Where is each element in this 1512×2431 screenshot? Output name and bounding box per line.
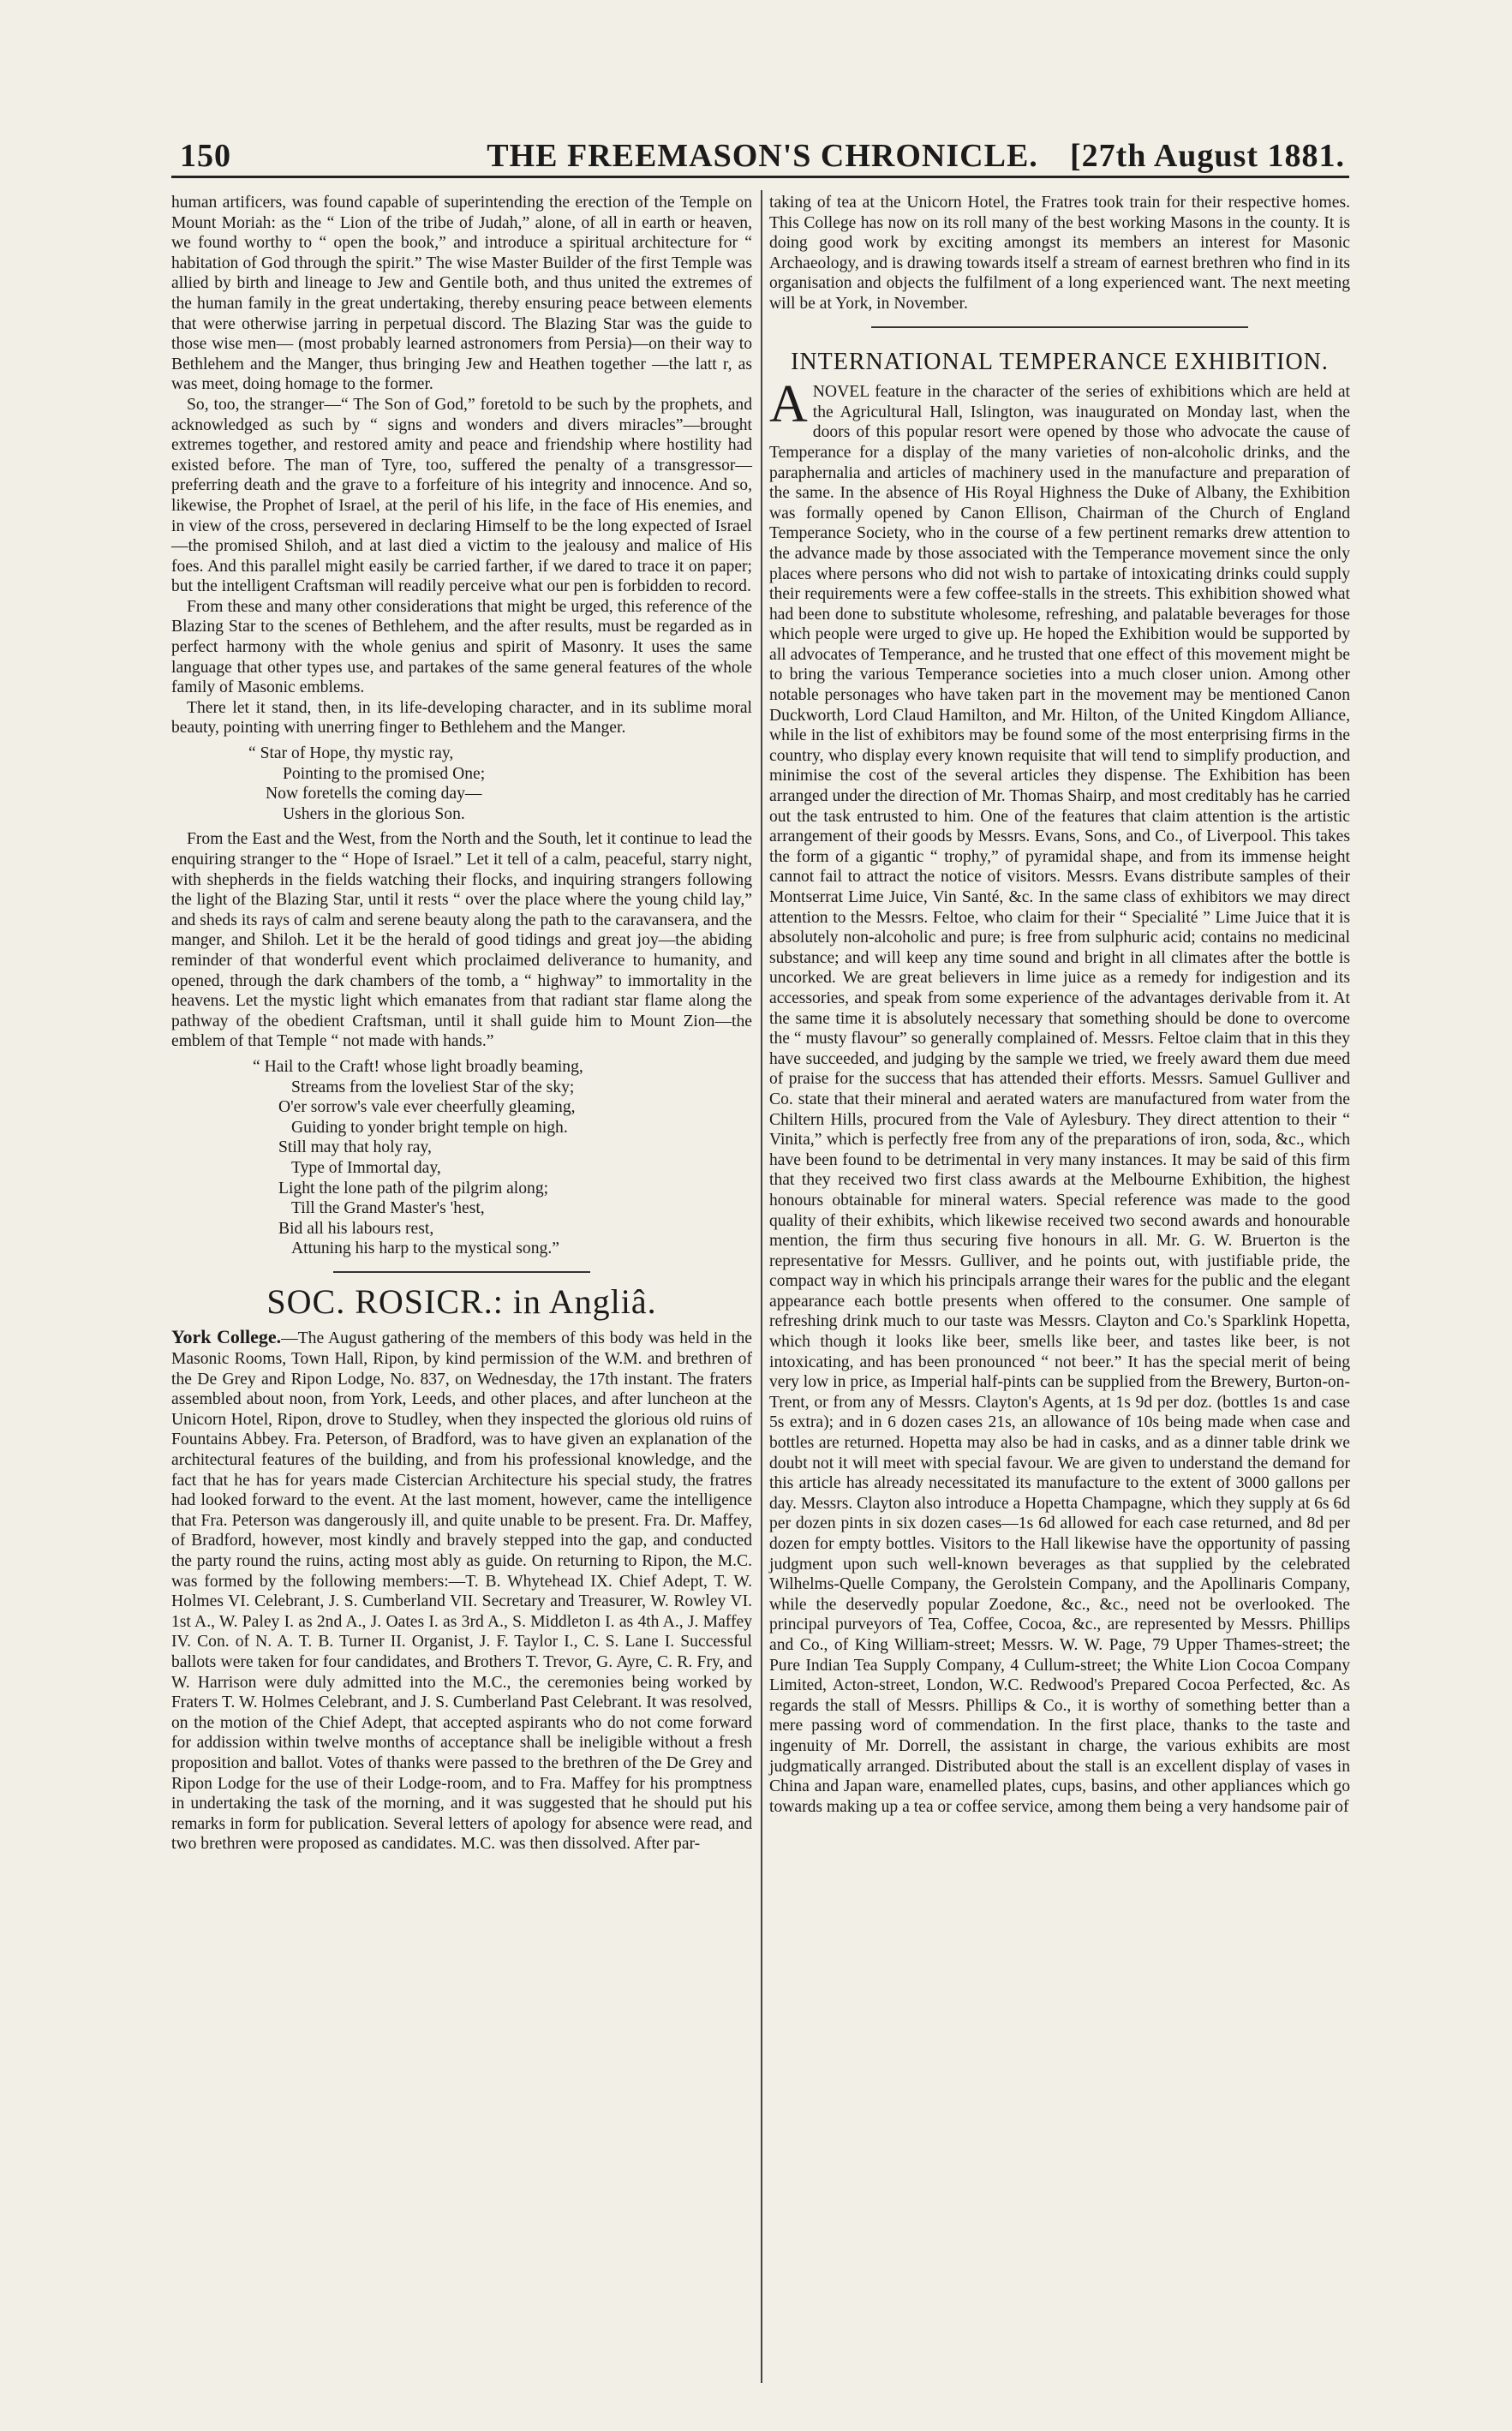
poem-line: Still may that holy ray, (278, 1138, 432, 1157)
right-column (769, 193, 1350, 1817)
poem-line: “ Star of Hope, thy mystic ray, (248, 744, 454, 763)
left-paragraph-3: From these and many other considerations that might be urged, this reference of the Blazing Star to the scenes of Bethlehem, and the after results, must be regarded as in perfect harmony with the whole genius and spirit of Masonry. It uses the same language that other types use, and partakes of the same general features of the whole family of Masonic emblems. (171, 597, 752, 697)
header-rule (171, 176, 1349, 178)
poem-line: Guiding to yonder bright temple on high. (291, 1118, 568, 1137)
left-column (171, 193, 752, 1855)
poem-line: Light the lone path of the pilgrim along; (278, 1179, 549, 1198)
section-rule (871, 326, 1248, 328)
page-header (180, 128, 1345, 180)
poem-line: Ushers in the glorious Son. (283, 804, 465, 823)
left-paragraph-2: So, too, the stranger—“ The Son of God,” foretold to be such by the prophets, and acknowledged as such by “ signs and wonders and divers miracles”—brought extremes together, and restored amity and peace and friendship where hostility had existed before. The man of Tyre, too, suffered the penalty of a transgressor—preferring death and the grave to a forfeiture of his integrity and innocence. And so, likewise, the Prophet of Israel, at the peril of his life, in the face of His enemies, and in view of the cross, persevered in declaring Himself to be the long expected of Israel—the promised Shiloh, and at last died a victim to the jealousy and malice of His foes. And this parallel might easily be carried farther, if we dared to trace it on paper; but the intelligent Craftsman will readily perceive what our pen is forbidden to record. (171, 395, 752, 596)
masthead-title: THE FREEMASON'S CHRONICLE. (487, 138, 1038, 174)
drop-cap: A (769, 375, 808, 434)
left-paragraph-4: There let it stand, then, in its life-developing character, and in its sublime moral beauty, pointing with unerring finger to Bethlehem and the Manger. (171, 698, 752, 738)
york-college-text: —The August gathering of the members of this body was held in the Masonic Rooms, Town Hall, Ripon, by kind permission of the W.M. and brethren of the De Grey and Ripon Lodge, No. 837, on Wednesday, the 17th instant. The fraters assembled about noon, from York, Leeds, and other places, and after luncheon at the Unicorn Hotel, Ripon, drove to Studley, when they inspected the glorious old ruins of Fountains Abbey. Fra. Peterson, of Bradford, was to have given an explanation of the architectural features of the building, and from his professional knowledge, and the fact that he has for years made Cistercian Architecture his special study, the fratres had looked forward to the event. At the last moment, however, came the intelligence that Fra. Peterson was dangerously ill, and quite unable to be present. Fra. Dr. Maffey, of Bradford, however, most kindly and bravely stepped into the gap, and conducted the party round the ruins, acting most ably as guide. On returning to Ripon, the M.C. was formed by the following members:—T. B. Whytehead IX. Chief Adept, T. W. Holmes VI. Celebrant, J. S. Cumberland VII. Secretary and Treasurer, W. Rowley VI. 1st A., W. Paley I. as 2nd A., J. Oates I. as 3rd A., S. Middleton I. as 4th A., J. Maffey IV. Con. of N. A. T. B. Turner II. Organist, J. F. Taylor I., C. S. Lane I. Successful ballots were taken for four candidates, and Brothers T. Trevor, G. Ayre, C. R. Fry, and W. Harrison were duly admitted into the M.C., the ceremonies being worked by Fraters T. W. Holmes Celebrant, and J. S. Cumberland Past Celebrant. It was resolved, on the motion of the Chief Adept, that accepted aspirants who do not come forward for addission within twelve months of acceptance shall be ineligible without a fresh proposition and ballot. Votes of thanks were passed to the brethren of the De Grey and Ripon Lodge for the use of their Lodge-room, and to Fra. Maffey for his promptness in undertaking the task of the morning, and it was suggested that he should put his remarks in form for publication. Several letters of apology for absence were read, and two brethren were proposed as candidates. M.C. was then dissolved. After par- (171, 1329, 752, 1854)
poem-line: “ Hail to the Craft! whose light broadly beaming, (253, 1057, 583, 1076)
poem-hail-to-the-craft (171, 1057, 752, 1259)
poem-line: Type of Immortal day, (291, 1158, 441, 1177)
issue-date: [27th August 1881. (1070, 138, 1345, 174)
poem-line: Till the Grand Master's 'hest, (291, 1199, 485, 1218)
poem-line: Attuning his harp to the mystical song.” (291, 1239, 559, 1258)
section-rule (333, 1271, 590, 1273)
poem-line: Bid all his labours rest, (278, 1219, 434, 1238)
left-paragraph-1: human artificers, was found capable of superintending the erection of the Temple on Mount Moriah: as the “ Lion of the tribe of Judah,” alone, of all in earth or heaven, we found worthy to “ open the book,” and introduce a spiritual architecture for “ habitation of God through the spirit.” The wise Master Builder of the first Temple was allied by birth and lineage to Jew and Gentile both, and thus united the extremes of the human family in the great undertaking, thereby ensuring peace between elements that were otherwise jarring in perpetual discord. The Blazing Star was the guide to those wise men— (most probably learned astronomers from Persia)—on their way to Bethlehem and the Manger, thus bringing Jew and Heathen together —the latt r, as was meet, doing homage to the former. (171, 194, 752, 394)
poem-line: Now foretells the coming day— (266, 785, 482, 803)
temperance-paragraph (769, 375, 1350, 1817)
poem-line: Streams from the loveliest Star of the sky; (291, 1078, 575, 1096)
york-college-lead: York College. (171, 1326, 282, 1348)
temperance-text: NOVEL feature in the character of the series of exhibitions which are held at the Agricultural Hall, Islington, was inaugurated on Monday last, when the doors of this popular resort were opened by those who advocate the cause of Temperance for a display of the many varieties of non-alcoholic drinks, and the paraphernalia and articles of machinery used in the manufacture and preparation of the same. In the absence of His Royal Highness the Duke of Albany, the Exhibition was formally opened by Canon Ellison, Chairman of the Church of England Temperance Society, who in the course of a few pertinent remarks drew attention to the advance made by those associated with the Temperance movement since the only places where persons who did not wish to partake of intoxicating drinks could supply their requirements were a few coffee-stalls in the streets. This exhibition showed what had been done to substitute wholesome, refreshing, and palatable beverages for those which people were urged to give up. He hoped the Exhibition would be supported by all advocates of Temperance, and he trusted that one effect of this movement might be to bring the various Temperance societies into a much closer union. Among other notable personages who have taken part in the movement may be mentioned Canon Duckworth, Lord Claud Hamilton, and Mr. Hilton, of the United Kingdom Alliance, while in the list of exhibitors may be found some of the most enterprising firms in the country, who display every known requisite that will tend to simplify production, and minimise the cost of the several articles they dispense. The Exhibition has been arranged under the direction of Mr. Thomas Shairp, and most creditably has he carried out the task entrusted to him. One of the features that claim attention is the artistic arrangement of their goods by Messrs. Evans, Sons, and Co., of Liverpool. This takes the form of a gigantic “ trophy,” of pyramidal shape, and from its immense height cannot fail to attract the notice of visitors. Messrs. Evans distribute samples of their Montserrat Lime Juice, Vin Santé, &c. In the same class of exhibitors we may direct attention to the Messrs. Feltoe, who claim for their “ Specialité ” Lime Juice that it is absolutely non-alcoholic and pure; is free from sulphuric acid; contains no medicinal substance; and will keep any time sound and bright in all climates after the bottle is uncorked. We are great believers in lime juice as a remedy for indigestion and its accessories, and speak from some experience of the advantages derivable from it. At the same time it is absolutely necessary that something should be done to overcome the “ musty flavour” so generally complained of. Messrs. Feltoe claim that in this they have succeeded, and judging by the sample we tried, we freely award them due meed of praise for the success that has attended their efforts. Messrs. Samuel Gulliver and Co. state that their mineral and aerated waters are manufactured from water from the Chiltern Hills, procured from the Vale of Aylesbury. They direct attention to their “ Vinita,” which is perfectly free from any of the preparations of iron, soda, &c., which have been found to be detrimental in very many instances. It may be said of this firm that they received two first class awards at the Melbourne Exhibition, the highest honours obtainable for mineral waters. Special reference was made to the good quality of their exhibits, which likewise received two second awards and honourable mention, the firm thus securing five honours in all. Mr. G. W. Bruerton is the representative for Messrs. Gulliver, and he points out, with justifiable pride, the compact way in which his principals arrange their wares for the public and the elegant appearance each bottle presents when offered to the consumer. One sample of refreshing drink much to our taste was Messrs. Clayton and Co.'s Sparklink Hopetta, which though it looks like beer, smells like beer, and tastes like beer, is not intoxicating, and has been pronounced “ not beer.” It has the special merit of being very low in price, as Imperial half-pints can be supplied from the Brewery, Burton-on-Trent, or from any of Messrs. Clayton's Agents, at 1s 9d per doz. (bottles 1s and case 5s extra); and in 6 dozen cases 21s, an allowance of 10s being made when case and bottles are returned. Hopetta may also be had in casks, and as a dinner table drink we doubt not it will meet with special favour. We are given to understand the demand for this article has already necessitated its manufacture to the extent of 3000 gallons per day. Messrs. Clayton also introduce a Hopetta Champagne, which they supply at 6s 6d per dozen pints in six dozen cases—1s 6d allowed for each case returned, and 8d per dozen for empty bottles. Visitors to the Hall likewise have the opportunity of passing judgment upon such well-known beverages as that supplied by the celebrated Wilhelms-Quelle Company, the Gerolstein Company, and the Apollinaris Company, while the deservedly popular Zoedone, &c., &c., need not be overlooked. The principal purveyors of Tea, Coffee, Cocoa, &c., are represented by Messrs. Phillips and Co., of King William-street; Messrs. W. W. Page, 79 Upper Thames-street; the Pure Indian Tea Supply Company, 4 Cullum-street; the White Lion Cocoa Company Limited, Acton-street, London, W.C. Redwood's Prepared Cocoa Perfected, &c. As regards the stall of Messrs. Phillips & Co., it is worthy of something better than a mere passing word of commendation. In the first place, thanks to the taste and ingenuity of Mr. Dorrell, the assistant in charge, the various exhibits are most judgmatically arranged. Distributed about the stall is an excellent display of vases in China and Japan ware, enamelled plates, cups, basins, and other appliances which go towards making up a tea or coffee service, among them being a very handsome pair of (769, 383, 1350, 1816)
section-title-soc-rosicr: SOC. ROSICR.: in Angliâ. (266, 1281, 657, 1321)
right-paragraph-1: taking of tea at the Unicorn Hotel, the Fratres took train for their respective homes. This College has now on its roll many of the best working Masons in the county. It is doing good work by exciting amongst its members an interest for Masonic Archaeology, and is drawing towards itself a stream of earnest brethren who find in its organisation and objects the fulfilment of a long experienced want. The next meeting will be at York, in November. (769, 194, 1350, 313)
left-paragraph-5: From the East and the West, from the North and the South, let it continue to lead the enquiring stranger to the “ Hope of Israel.” Let it tell of a calm, peaceful, starry night, with shepherds in the fields watching their flocks, and inquiring strangers following the light of the Blazing Star, until it rests “ over the place where the young child lay,” and sheds its rays of calm and serene beauty along the path to the caravansera, and the manger, and Shiloh. Let it be the herald of good tidings and great joy—the abiding reminder of that wonderful event which proclaimed deliverance to humanity, and opened, through the dark chambers of the tomb, a “ highway” to immortality in the heavens. Let the mystic light which emanates from that radiant star flame along the pathway of the obedient Craftsman, until it shall guide him to Mount Zion—the emblem of that Temple “ not made with hands.” (171, 830, 752, 1051)
york-college-paragraph (171, 1327, 752, 1854)
column-divider (761, 190, 762, 2383)
poem-line: Pointing to the promised One; (283, 764, 486, 783)
poem-star-of-hope (171, 744, 752, 824)
poem-line: O'er sorrow's vale ever cheerfully gleaming, (278, 1098, 576, 1117)
page-number: 150 (180, 138, 231, 174)
section-title-temperance: INTERNATIONAL TEMPERANCE EXHIBITION. (791, 348, 1329, 375)
